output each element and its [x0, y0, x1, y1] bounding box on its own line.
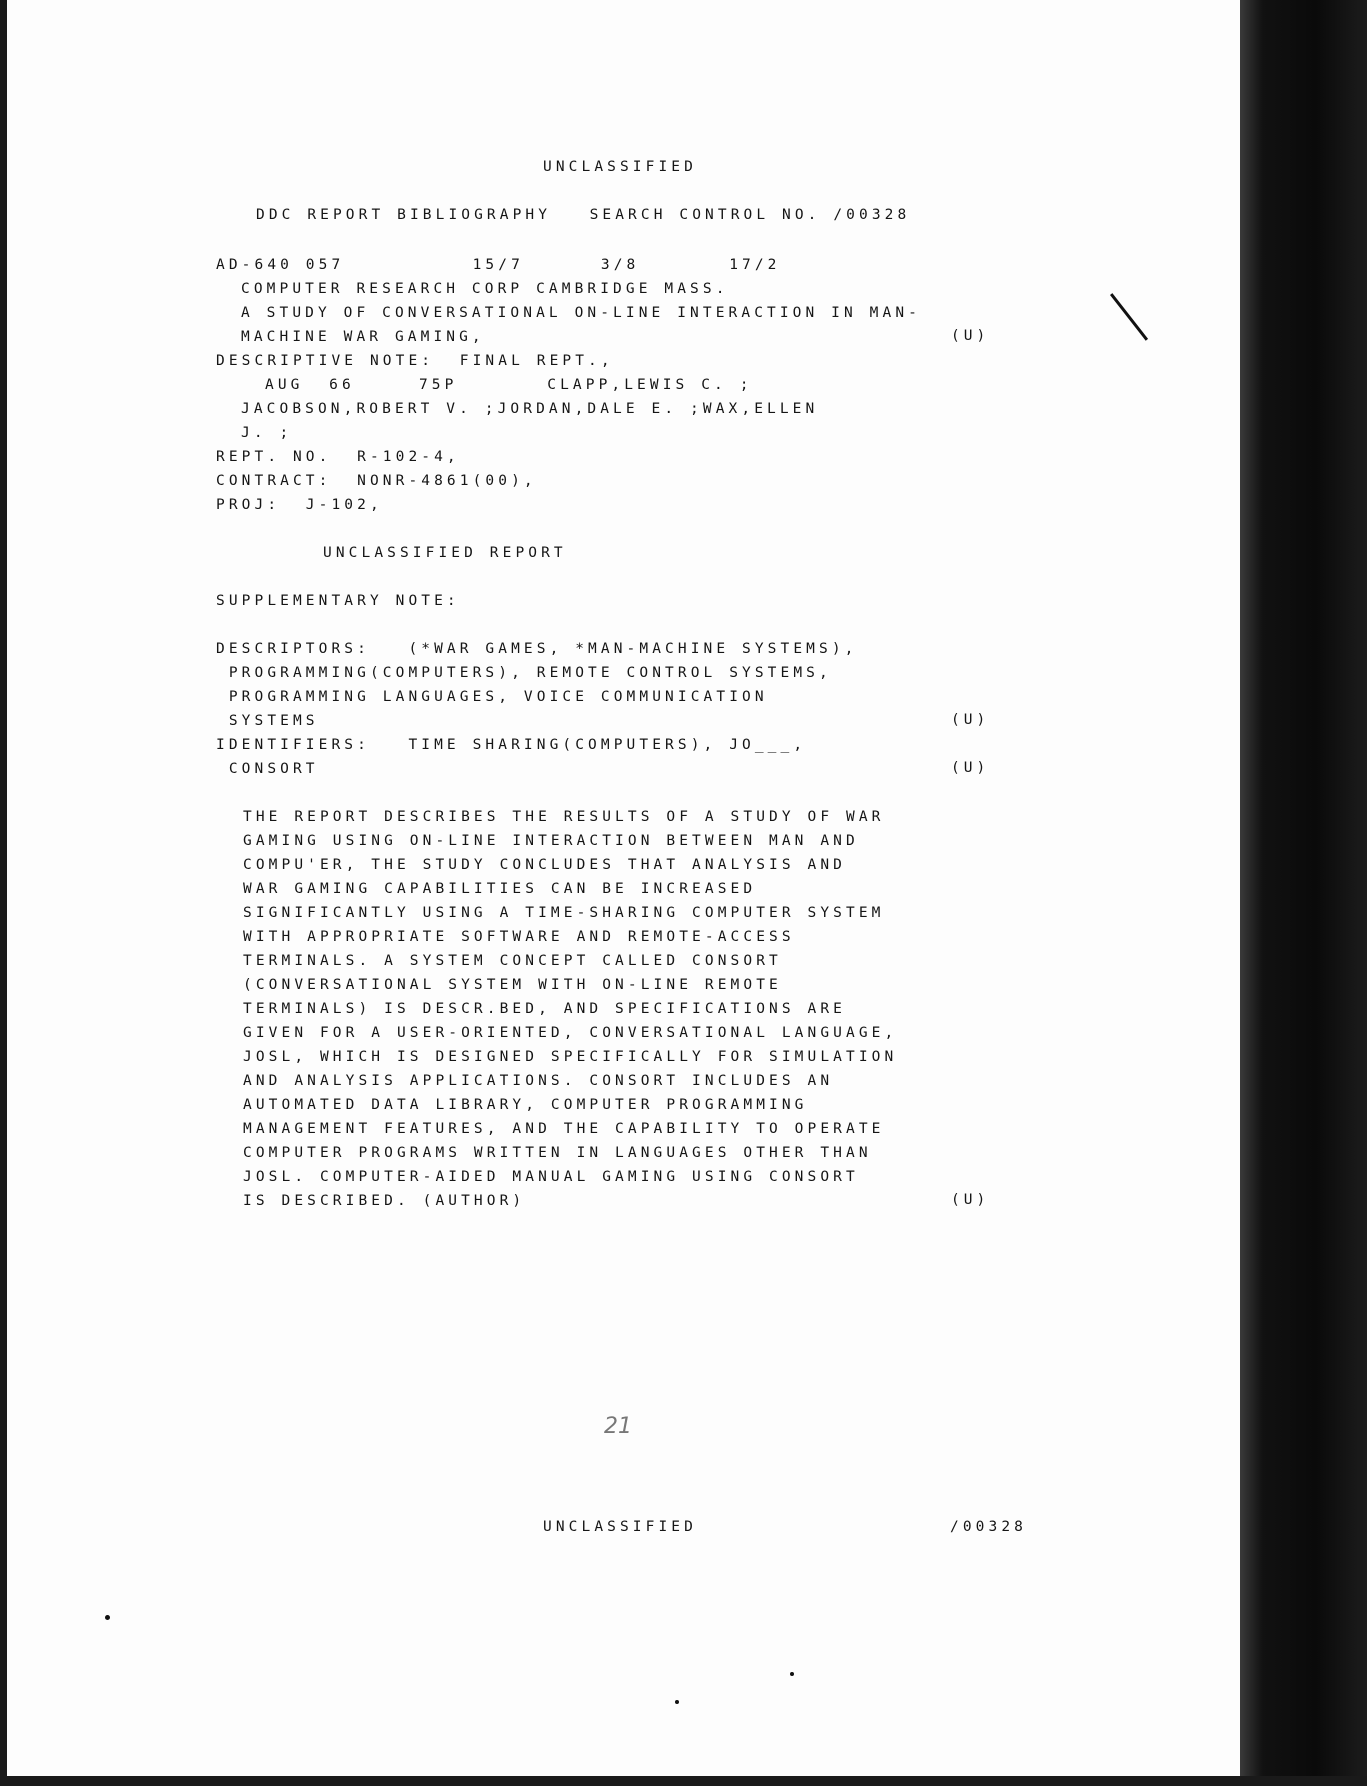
- speck: [790, 1672, 794, 1676]
- abstract-line: (CONVERSATIONAL SYSTEM WITH ON-LINE REMOTE: [243, 977, 782, 993]
- footer-classification: UNCLASSIFIED: [543, 1519, 697, 1535]
- ad-number-line: AD-640 057 15/7 3/8 17/2: [216, 257, 781, 273]
- abstract-line: TERMINALS. A SYSTEM CONCEPT CALLED CONSORT: [243, 953, 782, 969]
- classification-marker: (U): [951, 712, 990, 728]
- abstract-line: GIVEN FOR A USER-ORIENTED, CONVERSATIONAL LANGUAGE,: [243, 1025, 898, 1041]
- descriptive-note: DESCRIPTIVE NOTE: FINAL REPT.,: [216, 353, 614, 369]
- identifiers-line: CONSORT: [216, 761, 319, 777]
- report-title-line-1: A STUDY OF CONVERSATIONAL ON-LINE INTERACTION IN MAN-: [241, 305, 921, 321]
- classification-marker: (U): [951, 760, 990, 776]
- abstract-line: GAMING USING ON-LINE INTERACTION BETWEEN MAN AND: [243, 833, 859, 849]
- page-number: 21: [604, 1414, 632, 1439]
- report-classification: UNCLASSIFIED REPORT: [323, 545, 567, 561]
- scan-bottom-edge: [0, 1776, 1367, 1786]
- abstract-line: JOSL, WHICH IS DESIGNED SPECIFICALLY FOR SIMULATION: [243, 1049, 898, 1065]
- abstract-line: JOSL. COMPUTER-AIDED MANUAL GAMING USING CONSORT: [243, 1169, 859, 1185]
- abstract-line: AUTOMATED DATA LIBRARY, COMPUTER PROGRAMMING: [243, 1097, 808, 1113]
- report-title-line-2: MACHINE WAR GAMING,: [241, 329, 485, 345]
- abstract-line: TERMINALS) IS DESCR.BED, AND SPECIFICATIONS ARE: [243, 1001, 846, 1017]
- abstract-line: AND ANALYSIS APPLICATIONS. CONSORT INCLUDES AN: [243, 1073, 834, 1089]
- classification-marker: (U): [951, 1192, 990, 1208]
- descriptors-line: DESCRIPTORS: (*WAR GAMES, *MAN-MACHINE SYSTEMS),: [216, 641, 858, 657]
- scan-right-edge: [1240, 0, 1367, 1786]
- authors-line-3: J. ;: [241, 425, 293, 441]
- abstract-line: COMPU'ER, THE STUDY CONCLUDES THAT ANALYSIS AND: [243, 857, 846, 873]
- abstract-line: THE REPORT DESCRIBES THE RESULTS OF A STUDY OF WAR: [243, 809, 885, 825]
- abstract-line: COMPUTER PROGRAMS WRITTEN IN LANGUAGES OTHER THAN: [243, 1145, 872, 1161]
- descriptors-line: PROGRAMMING(COMPUTERS), REMOTE CONTROL SYSTEMS,: [216, 665, 832, 681]
- pen-mark: [1110, 293, 1148, 341]
- abstract-line: MANAGEMENT FEATURES, AND THE CAPABILITY TO OPERATE: [243, 1121, 885, 1137]
- authors-line-2: JACOBSON,ROBERT V. ;JORDAN,DALE E. ;WAX,ELLEN: [241, 401, 819, 417]
- abstract-line: WITH APPROPRIATE SOFTWARE AND REMOTE-ACCESS: [243, 929, 795, 945]
- classification-marker: (U): [951, 328, 990, 344]
- descriptors-line: PROGRAMMING LANGUAGES, VOICE COMMUNICATION: [216, 689, 768, 705]
- abstract-line: IS DESCRIBED. (AUTHOR): [243, 1193, 526, 1209]
- identifiers-line: IDENTIFIERS: TIME SHARING(COMPUTERS), JO___,: [216, 737, 807, 753]
- supplementary-note: SUPPLEMENTARY NOTE:: [216, 593, 460, 609]
- report-number: REPT. NO. R-102-4,: [216, 449, 460, 465]
- speck: [105, 1615, 110, 1620]
- project: PROJ: J-102,: [216, 497, 383, 513]
- bibliography-title: DDC REPORT BIBLIOGRAPHY SEARCH CONTROL NO. /00328: [256, 207, 911, 223]
- scan-left-edge: [0, 0, 7, 1786]
- footer-control-number: /00328: [950, 1519, 1027, 1535]
- corporate-source: COMPUTER RESEARCH CORP CAMBRIDGE MASS.: [241, 281, 729, 297]
- abstract-line: WAR GAMING CAPABILITIES CAN BE INCREASED: [243, 881, 757, 897]
- header-classification: UNCLASSIFIED: [543, 159, 697, 175]
- descriptors-line: SYSTEMS: [216, 713, 319, 729]
- date-authors-line: AUG 66 75P CLAPP,LEWIS C. ;: [265, 377, 753, 393]
- speck: [675, 1700, 679, 1704]
- abstract-line: SIGNIFICANTLY USING A TIME-SHARING COMPUTER SYSTEM: [243, 905, 885, 921]
- contract: CONTRACT: NONR-4861(00),: [216, 473, 537, 489]
